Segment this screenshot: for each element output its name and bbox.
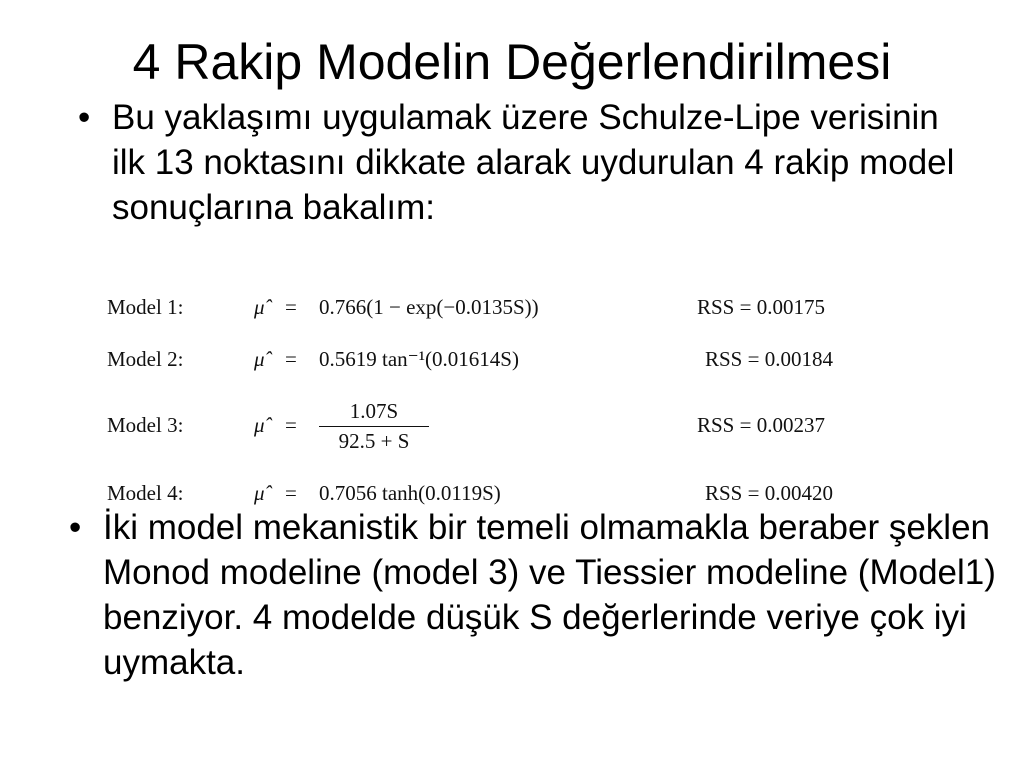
bullet-item-1 xyxy=(78,95,972,230)
model-equations-image xyxy=(107,285,917,515)
model-row-3 xyxy=(107,399,917,453)
model-expression: 0.5619 tan⁻¹(0.01614S) xyxy=(319,347,519,371)
model-row-1 xyxy=(107,295,917,335)
model-equals: = xyxy=(285,413,297,437)
model-equals: = xyxy=(285,295,297,319)
model-rss: RSS = 0.00175 xyxy=(697,295,825,319)
bullet-marker: • xyxy=(78,98,91,137)
model-lhs: μ̂ xyxy=(254,347,265,371)
model-lhs: μ̂ xyxy=(254,413,265,437)
model-lhs: μ̂ xyxy=(254,481,265,505)
model-label: Model 1: xyxy=(107,295,184,319)
model-fraction xyxy=(319,399,429,454)
bullet-item-2 xyxy=(69,505,1003,685)
fraction-denominator: 92.5 + S xyxy=(338,429,410,453)
bullet-text: Bu yaklaşımı uygulamak üzere Schulze-Lipe verisinin ilk 13 noktasını dikkate alarak uydurulan 4 rakip model sonuçlarına bakalım: xyxy=(112,98,955,227)
fraction-numerator: 1.07S xyxy=(319,399,429,427)
model-row-2 xyxy=(107,347,917,387)
slide-title: 4 Rakip Modelin Değerlendirilmesi xyxy=(132,34,892,90)
model-equals: = xyxy=(285,347,297,371)
model-lhs: μ̂ xyxy=(254,295,265,319)
model-label: Model 3: xyxy=(107,413,184,437)
model-rss: RSS = 0.00237 xyxy=(697,413,825,437)
model-label: Model 4: xyxy=(107,481,184,505)
model-label: Model 2: xyxy=(107,347,184,371)
bullet-text: İki model mekanistik bir temeli olmamakla beraber şeklen Monod modeline (model 3) ve Tiessier modeline (Model1) benziyor. 4 modelde düşük S değerlerinde veriye çok iyi uymakta. xyxy=(103,508,996,682)
model-equals: = xyxy=(285,481,297,505)
model-expression: 0.766(1 − exp(−0.0135S)) xyxy=(319,295,539,319)
model-rss: RSS = 0.00184 xyxy=(705,347,833,371)
model-expression: 0.7056 tanh(0.0119S) xyxy=(319,481,501,505)
model-rss: RSS = 0.00420 xyxy=(705,481,833,505)
bullet-marker: • xyxy=(69,508,82,547)
